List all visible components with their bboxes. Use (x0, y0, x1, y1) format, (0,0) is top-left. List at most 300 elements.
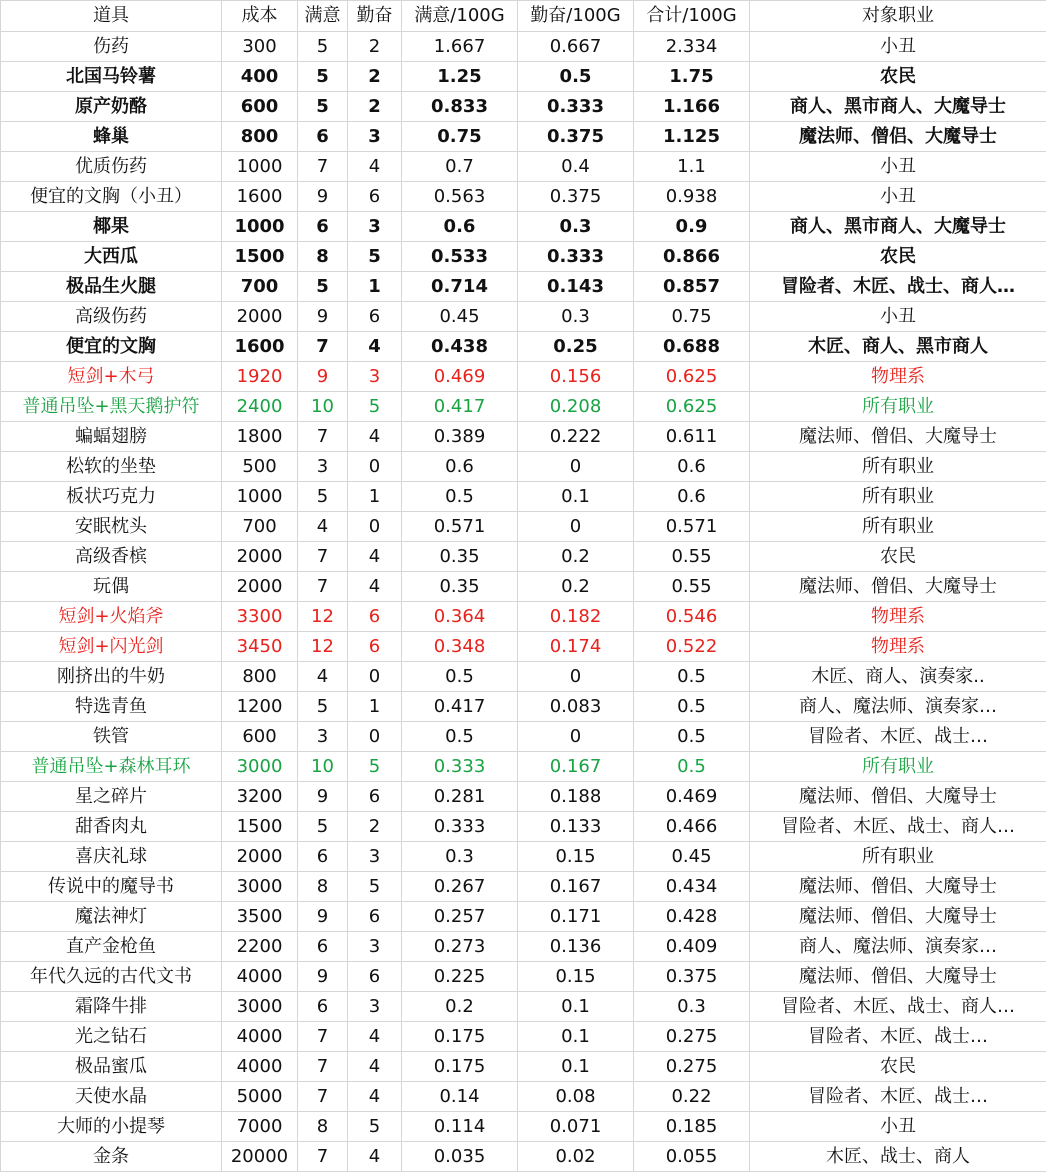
cell-satisfaction-per-100g: 0.2 (402, 992, 518, 1022)
cell-diligence: 5 (348, 752, 402, 782)
cell-diligence: 6 (348, 182, 402, 212)
cell-target-jobs: 魔法师、僧侣、大魔导士 (750, 902, 1046, 932)
cell-satisfaction-per-100g: 0.438 (402, 332, 518, 362)
header-total-per-100g: 合计/100G (634, 1, 750, 32)
cell-satisfaction-per-100g: 0.175 (402, 1022, 518, 1052)
cell-total-per-100g: 0.45 (634, 842, 750, 872)
cell-total-per-100g: 1.166 (634, 92, 750, 122)
cell-satisfaction: 6 (298, 932, 348, 962)
table-row (1, 722, 1046, 752)
cell-target-jobs: 所有职业 (750, 392, 1046, 422)
cell-item-name: 传说中的魔导书 (1, 872, 222, 902)
cell-cost: 1600 (222, 332, 298, 362)
cell-diligence: 0 (348, 662, 402, 692)
cell-item-name: 短剑+闪光剑 (1, 632, 222, 662)
cell-total-per-100g: 0.5 (634, 722, 750, 752)
cell-diligence: 4 (348, 422, 402, 452)
cell-cost: 300 (222, 32, 298, 62)
cell-cost: 1200 (222, 692, 298, 722)
cell-diligence: 6 (348, 302, 402, 332)
cell-item-name: 喜庆礼球 (1, 842, 222, 872)
table-row (1, 512, 1046, 542)
cell-cost: 600 (222, 92, 298, 122)
header-target-jobs: 对象职业 (750, 1, 1046, 32)
cell-diligence-per-100g: 0.3 (518, 212, 634, 242)
header-diligence: 勤奋 (348, 1, 402, 32)
cell-cost: 20000 (222, 1142, 298, 1172)
cell-target-jobs: 冒险者、木匠、战士… (750, 1082, 1046, 1112)
cell-total-per-100g: 0.611 (634, 422, 750, 452)
cell-total-per-100g: 0.55 (634, 542, 750, 572)
cell-satisfaction: 8 (298, 242, 348, 272)
table-row (1, 32, 1046, 62)
cell-total-per-100g: 1.1 (634, 152, 750, 182)
cell-total-per-100g: 0.409 (634, 932, 750, 962)
cell-cost: 800 (222, 122, 298, 152)
cell-cost: 3450 (222, 632, 298, 662)
cell-satisfaction-per-100g: 0.75 (402, 122, 518, 152)
cell-satisfaction: 9 (298, 302, 348, 332)
cell-item-name: 霜降牛排 (1, 992, 222, 1022)
cell-cost: 1000 (222, 482, 298, 512)
cell-cost: 2000 (222, 302, 298, 332)
cell-total-per-100g: 0.275 (634, 1022, 750, 1052)
cell-target-jobs: 商人、魔法师、演奏家… (750, 932, 1046, 962)
cell-satisfaction: 4 (298, 512, 348, 542)
cell-total-per-100g: 0.375 (634, 962, 750, 992)
cell-total-per-100g: 0.434 (634, 872, 750, 902)
cell-diligence: 1 (348, 272, 402, 302)
cell-diligence-per-100g: 0.208 (518, 392, 634, 422)
cell-cost: 3000 (222, 872, 298, 902)
cell-diligence-per-100g: 0.1 (518, 482, 634, 512)
cell-diligence-per-100g: 0 (518, 662, 634, 692)
cell-item-name: 普通吊坠+森林耳环 (1, 752, 222, 782)
cell-diligence-per-100g: 0 (518, 512, 634, 542)
cell-cost: 1000 (222, 152, 298, 182)
cell-satisfaction: 9 (298, 182, 348, 212)
cell-cost: 4000 (222, 962, 298, 992)
cell-total-per-100g: 0.5 (634, 692, 750, 722)
cell-cost: 800 (222, 662, 298, 692)
cell-item-name: 优质伤药 (1, 152, 222, 182)
cell-cost: 2400 (222, 392, 298, 422)
cell-target-jobs: 所有职业 (750, 752, 1046, 782)
cell-diligence-per-100g: 0.3 (518, 302, 634, 332)
cell-diligence: 4 (348, 332, 402, 362)
cell-satisfaction: 7 (298, 542, 348, 572)
cell-target-jobs: 物理系 (750, 362, 1046, 392)
cell-diligence-per-100g: 0.136 (518, 932, 634, 962)
cell-item-name: 金条 (1, 1142, 222, 1172)
cell-target-jobs: 小丑 (750, 302, 1046, 332)
cell-target-jobs: 木匠、商人、黑市商人 (750, 332, 1046, 362)
table-row (1, 962, 1046, 992)
cell-diligence: 3 (348, 122, 402, 152)
cell-item-name: 蝙蝠翅膀 (1, 422, 222, 452)
cell-diligence-per-100g: 0.188 (518, 782, 634, 812)
cell-satisfaction-per-100g: 0.563 (402, 182, 518, 212)
cell-diligence-per-100g: 0.167 (518, 752, 634, 782)
cell-diligence: 4 (348, 152, 402, 182)
cell-diligence: 6 (348, 782, 402, 812)
cell-diligence-per-100g: 0.4 (518, 152, 634, 182)
cell-target-jobs: 小丑 (750, 152, 1046, 182)
cell-satisfaction-per-100g: 0.225 (402, 962, 518, 992)
table-row (1, 302, 1046, 332)
cell-satisfaction-per-100g: 0.364 (402, 602, 518, 632)
cell-item-name: 魔法神灯 (1, 902, 222, 932)
cell-diligence: 3 (348, 842, 402, 872)
cell-satisfaction-per-100g: 0.14 (402, 1082, 518, 1112)
cell-item-name: 年代久远的古代文书 (1, 962, 222, 992)
cell-diligence-per-100g: 0.167 (518, 872, 634, 902)
table-row (1, 692, 1046, 722)
cell-satisfaction-per-100g: 0.6 (402, 212, 518, 242)
cell-satisfaction: 7 (298, 1082, 348, 1112)
cell-satisfaction: 9 (298, 962, 348, 992)
cell-target-jobs: 农民 (750, 62, 1046, 92)
cell-satisfaction: 7 (298, 572, 348, 602)
cell-diligence-per-100g: 0.333 (518, 242, 634, 272)
cell-item-name: 天使水晶 (1, 1082, 222, 1112)
table-row (1, 752, 1046, 782)
cell-target-jobs: 小丑 (750, 1112, 1046, 1142)
cell-total-per-100g: 0.938 (634, 182, 750, 212)
cell-cost: 700 (222, 272, 298, 302)
cell-cost: 2000 (222, 572, 298, 602)
cell-total-per-100g: 0.185 (634, 1112, 750, 1142)
table-row (1, 392, 1046, 422)
cell-satisfaction-per-100g: 0.571 (402, 512, 518, 542)
cell-item-name: 刚挤出的牛奶 (1, 662, 222, 692)
cell-target-jobs: 小丑 (750, 182, 1046, 212)
cell-diligence: 3 (348, 932, 402, 962)
cell-cost: 1800 (222, 422, 298, 452)
cell-satisfaction-per-100g: 0.267 (402, 872, 518, 902)
cell-target-jobs: 所有职业 (750, 842, 1046, 872)
table-row (1, 1052, 1046, 1082)
cell-cost: 1920 (222, 362, 298, 392)
cell-satisfaction: 8 (298, 872, 348, 902)
cell-cost: 1500 (222, 812, 298, 842)
cell-diligence: 1 (348, 692, 402, 722)
cell-item-name: 便宜的文胸（小丑） (1, 182, 222, 212)
cell-cost: 600 (222, 722, 298, 752)
cell-diligence-per-100g: 0.1 (518, 1052, 634, 1082)
cell-diligence: 4 (348, 1142, 402, 1172)
table-row (1, 572, 1046, 602)
cell-target-jobs: 冒险者、木匠、战士、商人… (750, 992, 1046, 1022)
table-row (1, 782, 1046, 812)
cell-target-jobs: 木匠、商人、演奏家.. (750, 662, 1046, 692)
cell-diligence: 1 (348, 482, 402, 512)
cell-total-per-100g: 1.75 (634, 62, 750, 92)
cell-item-name: 安眠枕头 (1, 512, 222, 542)
cell-satisfaction: 8 (298, 1112, 348, 1142)
cell-satisfaction-per-100g: 1.667 (402, 32, 518, 62)
cell-target-jobs: 商人、魔法师、演奏家… (750, 692, 1046, 722)
cell-cost: 4000 (222, 1052, 298, 1082)
cell-satisfaction: 5 (298, 692, 348, 722)
cell-satisfaction: 7 (298, 1022, 348, 1052)
cell-item-name: 北国马铃薯 (1, 62, 222, 92)
cell-item-name: 大师的小提琴 (1, 1112, 222, 1142)
cell-total-per-100g: 0.546 (634, 602, 750, 632)
cell-satisfaction: 5 (298, 482, 348, 512)
cell-diligence: 6 (348, 632, 402, 662)
cell-target-jobs: 冒险者、木匠、战士、商人… (750, 272, 1046, 302)
cell-diligence: 5 (348, 392, 402, 422)
table-row (1, 902, 1046, 932)
cell-total-per-100g: 0.857 (634, 272, 750, 302)
cell-diligence-per-100g: 0.143 (518, 272, 634, 302)
cell-satisfaction: 5 (298, 32, 348, 62)
cell-cost: 2000 (222, 542, 298, 572)
cell-diligence-per-100g: 0.133 (518, 812, 634, 842)
cell-satisfaction-per-100g: 0.714 (402, 272, 518, 302)
cell-target-jobs: 商人、黑市商人、大魔导士 (750, 212, 1046, 242)
cell-diligence-per-100g: 0.375 (518, 122, 634, 152)
table-row (1, 212, 1046, 242)
cell-target-jobs: 小丑 (750, 32, 1046, 62)
cell-diligence-per-100g: 0 (518, 452, 634, 482)
cell-total-per-100g: 0.275 (634, 1052, 750, 1082)
cell-diligence: 0 (348, 452, 402, 482)
cell-satisfaction-per-100g: 0.348 (402, 632, 518, 662)
cell-cost: 3200 (222, 782, 298, 812)
cell-diligence: 5 (348, 872, 402, 902)
cell-satisfaction: 6 (298, 842, 348, 872)
cell-cost: 7000 (222, 1112, 298, 1142)
table-row (1, 632, 1046, 662)
cell-target-jobs: 物理系 (750, 632, 1046, 662)
cell-total-per-100g: 0.75 (634, 302, 750, 332)
cell-satisfaction-per-100g: 0.333 (402, 812, 518, 842)
cell-diligence-per-100g: 0.083 (518, 692, 634, 722)
cell-satisfaction-per-100g: 0.035 (402, 1142, 518, 1172)
cell-target-jobs: 魔法师、僧侣、大魔导士 (750, 872, 1046, 902)
cell-satisfaction-per-100g: 0.5 (402, 662, 518, 692)
cell-diligence: 3 (348, 992, 402, 1022)
cell-diligence-per-100g: 0.08 (518, 1082, 634, 1112)
cell-total-per-100g: 1.125 (634, 122, 750, 152)
cell-total-per-100g: 0.6 (634, 452, 750, 482)
cell-item-name: 便宜的文胸 (1, 332, 222, 362)
table-row (1, 872, 1046, 902)
cell-item-name: 板状巧克力 (1, 482, 222, 512)
cell-total-per-100g: 0.55 (634, 572, 750, 602)
cell-target-jobs: 物理系 (750, 602, 1046, 632)
cell-satisfaction: 10 (298, 752, 348, 782)
cell-item-name: 普通吊坠+黑天鹅护符 (1, 392, 222, 422)
cell-item-name: 原产奶酪 (1, 92, 222, 122)
cell-satisfaction: 5 (298, 812, 348, 842)
cell-cost: 1000 (222, 212, 298, 242)
cell-satisfaction: 5 (298, 272, 348, 302)
cell-cost: 1500 (222, 242, 298, 272)
cell-item-name: 伤药 (1, 32, 222, 62)
table-row (1, 62, 1046, 92)
cell-diligence: 5 (348, 242, 402, 272)
cell-diligence: 6 (348, 962, 402, 992)
cell-item-name: 极品蜜瓜 (1, 1052, 222, 1082)
cell-target-jobs: 魔法师、僧侣、大魔导士 (750, 782, 1046, 812)
cell-total-per-100g: 0.5 (634, 662, 750, 692)
cell-diligence-per-100g: 0.2 (518, 542, 634, 572)
cell-diligence-per-100g: 0.5 (518, 62, 634, 92)
cell-satisfaction-per-100g: 1.25 (402, 62, 518, 92)
cell-satisfaction: 3 (298, 722, 348, 752)
table-row (1, 92, 1046, 122)
cell-diligence: 0 (348, 512, 402, 542)
cell-target-jobs: 所有职业 (750, 512, 1046, 542)
cell-diligence-per-100g: 0 (518, 722, 634, 752)
cell-item-name: 短剑+火焰斧 (1, 602, 222, 632)
table-row (1, 602, 1046, 632)
cell-satisfaction: 7 (298, 152, 348, 182)
cell-satisfaction-per-100g: 0.45 (402, 302, 518, 332)
cell-target-jobs: 冒险者、木匠、战士… (750, 722, 1046, 752)
cell-satisfaction-per-100g: 0.257 (402, 902, 518, 932)
cell-satisfaction-per-100g: 0.7 (402, 152, 518, 182)
table-row (1, 992, 1046, 1022)
cell-diligence: 4 (348, 542, 402, 572)
cell-target-jobs: 所有职业 (750, 482, 1046, 512)
cell-item-name: 甜香肉丸 (1, 812, 222, 842)
cell-diligence: 4 (348, 1082, 402, 1112)
cell-item-name: 大西瓜 (1, 242, 222, 272)
cell-diligence: 3 (348, 212, 402, 242)
cell-target-jobs: 农民 (750, 242, 1046, 272)
cell-item-name: 高级香槟 (1, 542, 222, 572)
cell-satisfaction: 7 (298, 422, 348, 452)
cell-total-per-100g: 0.469 (634, 782, 750, 812)
cell-diligence-per-100g: 0.2 (518, 572, 634, 602)
cell-diligence-per-100g: 0.25 (518, 332, 634, 362)
table-row (1, 272, 1046, 302)
cell-diligence-per-100g: 0.15 (518, 962, 634, 992)
cell-satisfaction: 12 (298, 632, 348, 662)
header-row (1, 1, 1046, 32)
cell-diligence-per-100g: 0.15 (518, 842, 634, 872)
cell-satisfaction: 10 (298, 392, 348, 422)
cell-target-jobs: 冒险者、木匠、战士、商人… (750, 812, 1046, 842)
header-item: 道具 (1, 1, 222, 32)
cell-cost: 3000 (222, 992, 298, 1022)
cell-diligence: 4 (348, 1052, 402, 1082)
cell-total-per-100g: 0.22 (634, 1082, 750, 1112)
cell-item-name: 铁管 (1, 722, 222, 752)
table-body (1, 32, 1046, 1172)
cell-cost: 3300 (222, 602, 298, 632)
cell-satisfaction-per-100g: 0.5 (402, 722, 518, 752)
cell-satisfaction-per-100g: 0.281 (402, 782, 518, 812)
cell-cost: 2000 (222, 842, 298, 872)
cell-satisfaction: 6 (298, 212, 348, 242)
cell-diligence-per-100g: 0.171 (518, 902, 634, 932)
table-row (1, 842, 1046, 872)
cell-satisfaction: 7 (298, 1052, 348, 1082)
cell-target-jobs: 农民 (750, 1052, 1046, 1082)
header-satisfaction-per-100g: 满意/100G (402, 1, 518, 32)
cell-item-name: 星之碎片 (1, 782, 222, 812)
cell-total-per-100g: 0.866 (634, 242, 750, 272)
cell-target-jobs: 商人、黑市商人、大魔导士 (750, 92, 1046, 122)
cell-diligence-per-100g: 0.333 (518, 92, 634, 122)
table-row (1, 932, 1046, 962)
cell-satisfaction-per-100g: 0.3 (402, 842, 518, 872)
cell-cost: 5000 (222, 1082, 298, 1112)
cell-item-name: 玩偶 (1, 572, 222, 602)
table-row (1, 152, 1046, 182)
cell-item-name: 特选青鱼 (1, 692, 222, 722)
cell-diligence: 2 (348, 812, 402, 842)
cell-target-jobs: 魔法师、僧侣、大魔导士 (750, 572, 1046, 602)
cell-satisfaction-per-100g: 0.417 (402, 392, 518, 422)
table-row (1, 1022, 1046, 1052)
cell-diligence-per-100g: 0.667 (518, 32, 634, 62)
cell-satisfaction: 5 (298, 92, 348, 122)
cell-diligence-per-100g: 0.222 (518, 422, 634, 452)
table-row (1, 242, 1046, 272)
cell-cost: 4000 (222, 1022, 298, 1052)
cell-diligence-per-100g: 0.182 (518, 602, 634, 632)
cell-diligence-per-100g: 0.02 (518, 1142, 634, 1172)
cell-target-jobs: 木匠、战士、商人 (750, 1142, 1046, 1172)
cell-total-per-100g: 0.3 (634, 992, 750, 1022)
cell-satisfaction-per-100g: 0.833 (402, 92, 518, 122)
cell-diligence: 5 (348, 1112, 402, 1142)
cell-diligence: 3 (348, 362, 402, 392)
cell-total-per-100g: 0.428 (634, 902, 750, 932)
cell-cost: 3000 (222, 752, 298, 782)
cell-total-per-100g: 0.522 (634, 632, 750, 662)
cell-satisfaction: 12 (298, 602, 348, 632)
cell-diligence-per-100g: 0.1 (518, 992, 634, 1022)
cell-diligence: 0 (348, 722, 402, 752)
cell-diligence: 2 (348, 62, 402, 92)
table-row (1, 662, 1046, 692)
cell-satisfaction: 9 (298, 902, 348, 932)
cell-diligence: 6 (348, 902, 402, 932)
header-cost: 成本 (222, 1, 298, 32)
cell-satisfaction-per-100g: 0.5 (402, 482, 518, 512)
cell-item-name: 光之钻石 (1, 1022, 222, 1052)
table-row (1, 1112, 1046, 1142)
header-satisfaction: 满意 (298, 1, 348, 32)
cell-satisfaction: 7 (298, 332, 348, 362)
cell-satisfaction: 9 (298, 782, 348, 812)
cell-satisfaction-per-100g: 0.469 (402, 362, 518, 392)
cell-diligence: 4 (348, 572, 402, 602)
cell-total-per-100g: 0.6 (634, 482, 750, 512)
table-row (1, 422, 1046, 452)
table-row (1, 482, 1046, 512)
table-row (1, 182, 1046, 212)
header-diligence-per-100g: 勤奋/100G (518, 1, 634, 32)
cell-total-per-100g: 0.571 (634, 512, 750, 542)
cell-satisfaction-per-100g: 0.533 (402, 242, 518, 272)
cell-satisfaction: 6 (298, 122, 348, 152)
cell-diligence-per-100g: 0.156 (518, 362, 634, 392)
table-row (1, 332, 1046, 362)
cell-diligence: 2 (348, 32, 402, 62)
cell-satisfaction: 6 (298, 992, 348, 1022)
cell-satisfaction: 9 (298, 362, 348, 392)
cell-item-name: 高级伤药 (1, 302, 222, 332)
cell-total-per-100g: 2.334 (634, 32, 750, 62)
